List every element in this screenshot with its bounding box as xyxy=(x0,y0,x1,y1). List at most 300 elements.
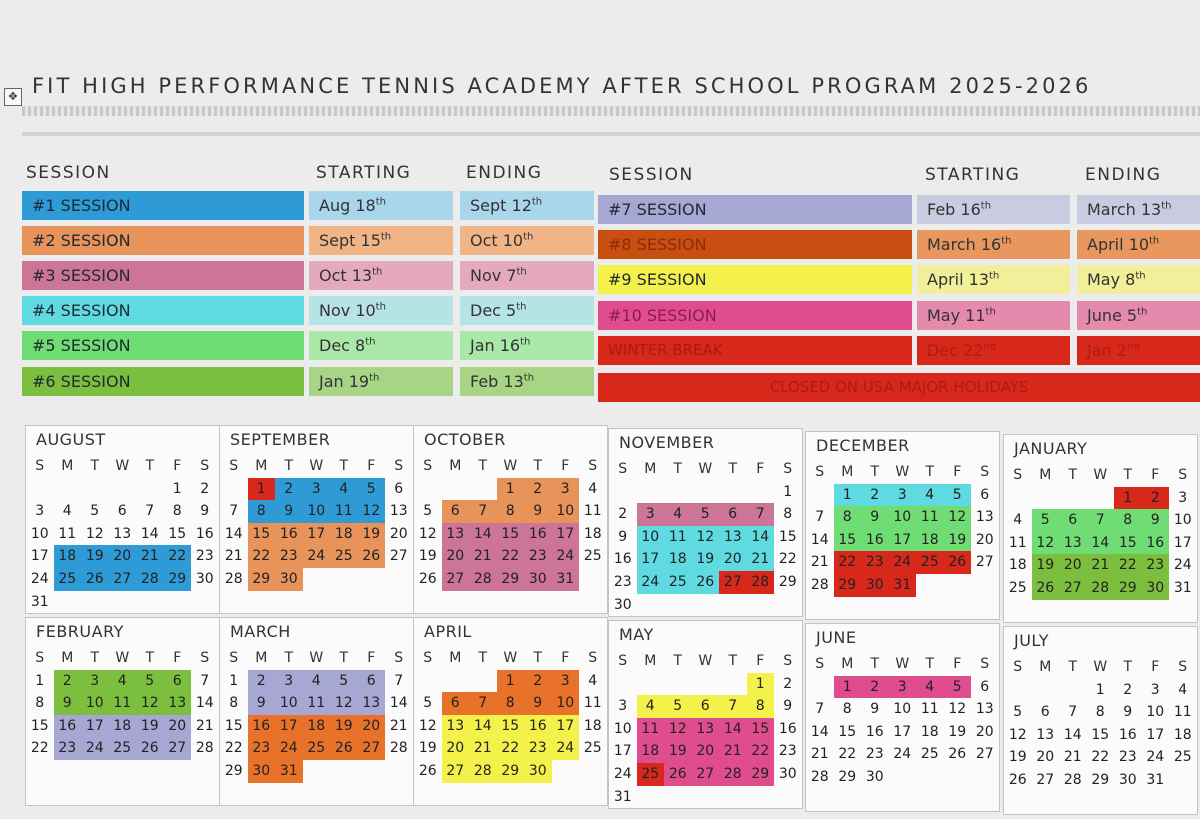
session-9-end xyxy=(1077,265,1200,294)
session-5-start xyxy=(309,331,453,360)
weekday-header: S xyxy=(394,458,404,474)
day-cell: 25 xyxy=(1008,579,1027,596)
session-2-name-text: #2 SESSION xyxy=(32,231,131,250)
day-cell: 26 xyxy=(330,737,358,760)
day-cell: 23 xyxy=(861,551,889,574)
day-cell: 27 xyxy=(975,746,994,763)
day-cell: 1 xyxy=(1095,681,1105,698)
day-cell: 21 xyxy=(810,746,829,763)
weekday-header: T xyxy=(478,458,488,474)
day-cell: 26 xyxy=(136,737,164,760)
month-days-grid xyxy=(806,653,999,789)
day-cell: 2 xyxy=(1142,487,1170,510)
day-cell: 23 xyxy=(524,545,552,568)
empty-day xyxy=(637,481,665,504)
day-cell: 4 xyxy=(916,676,944,699)
day-cell: 24 xyxy=(889,551,917,574)
empty-day xyxy=(1004,679,1032,702)
day-cell: 20 xyxy=(1059,554,1087,577)
day-cell: 29 xyxy=(838,768,857,785)
weekday-header: W xyxy=(309,650,324,666)
session-3-name xyxy=(22,261,304,290)
day-cell: 17 xyxy=(893,723,912,740)
day-cell: 20 xyxy=(389,525,408,542)
weekday-header: T xyxy=(145,458,155,474)
day-cell: 12 xyxy=(944,506,972,529)
day-cell: 19 xyxy=(330,715,358,738)
month-days-grid xyxy=(1004,464,1197,600)
day-cell: 22 xyxy=(1091,749,1110,766)
day-cell: 18 xyxy=(664,548,692,571)
day-cell: 2 xyxy=(54,670,82,693)
weekday-header: T xyxy=(870,656,880,672)
day-cell: 28 xyxy=(195,740,214,757)
day-cell: 16 xyxy=(613,551,632,568)
day-cell: 4 xyxy=(330,478,358,501)
day-cell: 30 xyxy=(865,768,884,785)
day-cell: 25 xyxy=(109,737,137,760)
weekday-header: S xyxy=(1013,659,1023,675)
day-cell: 14 xyxy=(389,695,408,712)
empty-day xyxy=(220,478,248,501)
day-cell: 3 xyxy=(35,503,45,520)
weekday-header: M xyxy=(1039,659,1052,675)
day-cell: 15 xyxy=(248,523,276,546)
day-cell: 20 xyxy=(358,715,386,738)
day-cell: 22 xyxy=(1114,554,1142,577)
day-cell: 15 xyxy=(497,523,525,546)
day-cell: 21 xyxy=(1063,749,1082,766)
weekday-header: T xyxy=(1123,659,1133,675)
day-cell: 17 xyxy=(613,743,632,760)
weekday-header: M xyxy=(644,653,657,669)
day-cell: 24 xyxy=(81,737,109,760)
day-cell: 5 xyxy=(358,478,386,501)
day-cell: 12 xyxy=(1008,726,1027,743)
day-cell: 15 xyxy=(778,528,797,545)
day-cell: 3 xyxy=(1178,489,1188,506)
session-3-end-suffix: th xyxy=(516,266,527,278)
day-cell: 6 xyxy=(980,678,990,695)
day-cell: 15 xyxy=(1114,532,1142,555)
day-cell: 12 xyxy=(664,718,692,741)
weekday-header: M xyxy=(449,458,462,474)
day-cell: 3 xyxy=(81,670,109,693)
day-cell: 27 xyxy=(164,737,192,760)
day-cell: 18 xyxy=(637,740,665,763)
day-cell: 25 xyxy=(664,571,692,594)
day-cell: 15 xyxy=(834,529,862,552)
session-2-start xyxy=(309,226,453,255)
day-cell: 12 xyxy=(358,500,386,523)
session-10-name-text: #10 SESSION xyxy=(608,306,717,325)
day-cell: 12 xyxy=(948,701,967,718)
day-cell: 18 xyxy=(920,723,939,740)
day-cell: 5 xyxy=(423,503,433,520)
weekday-header: T xyxy=(1123,467,1133,483)
weekday-header: S xyxy=(35,458,45,474)
month-name: MAY xyxy=(619,625,654,644)
month-november xyxy=(608,428,803,617)
day-cell: 1 xyxy=(172,480,182,497)
day-cell: 2 xyxy=(200,480,210,497)
day-cell: 9 xyxy=(275,500,303,523)
session-8-end-suffix: th xyxy=(1149,235,1160,247)
day-cell: 16 xyxy=(778,720,797,737)
day-cell: 24 xyxy=(552,545,580,568)
day-cell: 26 xyxy=(418,570,437,587)
weekday-header: W xyxy=(503,650,518,666)
day-cell: 21 xyxy=(469,545,497,568)
day-cell: 22 xyxy=(30,740,49,757)
session-9-end-text: May 8 xyxy=(1087,270,1136,289)
day-cell: 26 xyxy=(692,571,720,594)
day-cell: 22 xyxy=(834,551,862,574)
day-cell: 25 xyxy=(1173,749,1192,766)
title-divider xyxy=(22,106,1200,116)
empty-day xyxy=(81,478,109,501)
day-cell: 12 xyxy=(330,692,358,715)
day-cell: 11 xyxy=(637,718,665,741)
weekday-header: S xyxy=(815,464,825,480)
month-days-grid xyxy=(1004,656,1197,792)
weekday-header: S xyxy=(423,458,433,474)
day-cell: 4 xyxy=(109,670,137,693)
day-cell: 19 xyxy=(136,715,164,738)
day-cell: 19 xyxy=(944,529,972,552)
session-6-end-text: Feb 13 xyxy=(470,372,524,391)
day-cell: 9 xyxy=(54,692,82,715)
day-cell: 7 xyxy=(1087,509,1115,532)
day-cell: 27 xyxy=(442,760,470,783)
day-cell: 24 xyxy=(552,737,580,760)
session-6-start xyxy=(309,367,453,396)
day-cell: 9 xyxy=(618,528,628,545)
session-7-name xyxy=(598,195,912,224)
day-cell: 18 xyxy=(109,715,137,738)
day-cell: 19 xyxy=(948,723,967,740)
month-days-grid xyxy=(609,458,802,616)
day-cell: 13 xyxy=(164,692,192,715)
day-cell: 11 xyxy=(109,692,137,715)
day-cell: 6 xyxy=(442,692,470,715)
session-7-start xyxy=(917,195,1070,224)
day-cell: 4 xyxy=(664,503,692,526)
day-cell: 16 xyxy=(54,715,82,738)
day-cell: 28 xyxy=(469,760,497,783)
session-8-start-suffix: th xyxy=(1001,235,1012,247)
weekday-header: M xyxy=(255,650,268,666)
session-4-end-suffix: th xyxy=(516,301,527,313)
month-name: OCTOBER xyxy=(424,430,506,449)
weekday-header: S xyxy=(815,656,825,672)
day-cell: 18 xyxy=(1173,726,1192,743)
day-cell: 26 xyxy=(944,551,972,574)
day-cell: 5 xyxy=(1032,509,1060,532)
weekday-header: M xyxy=(255,458,268,474)
weekday-header: W xyxy=(503,458,518,474)
day-cell: 3 xyxy=(275,670,303,693)
day-cell: 13 xyxy=(1036,726,1055,743)
day-cell: 3 xyxy=(637,503,665,526)
day-cell: 19 xyxy=(81,545,109,568)
session-10-end xyxy=(1077,301,1200,330)
weekday-header: M xyxy=(644,461,657,477)
weekday-header: M xyxy=(1039,467,1052,483)
day-cell: 15 xyxy=(168,525,187,542)
session-2-end-suffix: th xyxy=(523,231,534,243)
session-1-end-suffix: th xyxy=(531,196,543,208)
day-cell: 11 xyxy=(664,526,692,549)
session-8-start xyxy=(917,230,1070,259)
day-cell: 12 xyxy=(85,525,104,542)
day-cell: 28 xyxy=(810,576,829,593)
weekday-header: S xyxy=(1178,467,1188,483)
day-cell: 13 xyxy=(692,718,720,741)
empty-day xyxy=(692,673,720,696)
day-cell: 27 xyxy=(109,568,137,591)
session-11-end-suffix: nd xyxy=(1126,341,1140,353)
day-cell: 4 xyxy=(1178,681,1188,698)
session-11-start-suffix: nd xyxy=(983,341,997,353)
weekday-header: W xyxy=(115,458,130,474)
day-cell: 26 xyxy=(948,746,967,763)
weekday-header: M xyxy=(841,656,854,672)
day-cell: 6 xyxy=(1040,704,1050,721)
weekday-header: T xyxy=(90,650,100,666)
day-cell: 22 xyxy=(497,737,525,760)
day-cell: 4 xyxy=(303,670,331,693)
day-cell: 30 xyxy=(248,760,276,783)
day-cell: 12 xyxy=(136,692,164,715)
weekday-header: F xyxy=(1151,467,1160,483)
session-5-end-text: Jan 16 xyxy=(470,336,521,355)
day-cell: 13 xyxy=(442,523,470,546)
day-cell: 27 xyxy=(719,571,747,594)
day-cell: 7 xyxy=(815,509,825,526)
weekday-header: T xyxy=(925,464,935,480)
day-cell: 28 xyxy=(224,570,243,587)
day-cell: 3 xyxy=(1150,681,1160,698)
day-cell: 6 xyxy=(164,670,192,693)
day-cell: 5 xyxy=(136,670,164,693)
day-cell: 14 xyxy=(469,523,497,546)
day-cell: 30 xyxy=(1118,771,1137,788)
session-10-name xyxy=(598,301,912,330)
month-days-grid xyxy=(414,455,607,591)
day-cell: 29 xyxy=(497,760,525,783)
day-cell: 21 xyxy=(389,717,408,734)
day-cell: 21 xyxy=(747,548,775,571)
empty-day xyxy=(1004,487,1032,510)
session-9-name-text: #9 SESSION xyxy=(608,270,707,289)
day-cell: 24 xyxy=(30,570,49,587)
day-cell: 7 xyxy=(815,701,825,718)
day-cell: 16 xyxy=(275,523,303,546)
weekday-header: T xyxy=(870,464,880,480)
weekday-header: M xyxy=(61,650,74,666)
weekday-header: S xyxy=(229,458,239,474)
day-cell: 11 xyxy=(1173,704,1192,721)
day-cell: 29 xyxy=(164,568,192,591)
session-8-end-text: April 10 xyxy=(1087,235,1150,254)
day-cell: 30 xyxy=(778,765,797,782)
day-cell: 21 xyxy=(719,740,747,763)
day-cell: 15 xyxy=(30,717,49,734)
month-name: DECEMBER xyxy=(816,436,910,455)
day-cell: 29 xyxy=(224,762,243,779)
day-cell: 24 xyxy=(303,545,331,568)
day-cell: 7 xyxy=(747,503,775,526)
day-cell: 26 xyxy=(1032,577,1060,600)
day-cell: 29 xyxy=(1091,771,1110,788)
day-cell: 10 xyxy=(1146,704,1165,721)
weekday-header: F xyxy=(756,653,765,669)
month-august xyxy=(25,425,220,614)
day-cell: 3 xyxy=(889,676,917,699)
header-starting-left: STARTING xyxy=(316,163,412,183)
empty-day xyxy=(1059,487,1087,510)
header-session-left: SESSION xyxy=(26,163,111,183)
day-cell: 7 xyxy=(469,500,497,523)
session-6-name-text: #6 SESSION xyxy=(32,372,131,391)
day-cell: 1 xyxy=(747,673,775,696)
weekday-header: T xyxy=(339,650,349,666)
empty-day xyxy=(806,484,834,507)
empty-day xyxy=(469,670,497,693)
session-4-end-text: Dec 5 xyxy=(470,301,517,320)
month-may xyxy=(608,620,803,809)
day-cell: 1 xyxy=(229,672,239,689)
day-cell: 7 xyxy=(145,503,155,520)
session-7-name-text: #7 SESSION xyxy=(608,200,707,219)
day-cell: 14 xyxy=(747,526,775,549)
day-cell: 2 xyxy=(1123,681,1133,698)
day-cell: 4 xyxy=(916,484,944,507)
day-cell: 24 xyxy=(613,765,632,782)
session-9-name xyxy=(598,265,912,294)
weekday-header: F xyxy=(953,656,962,672)
day-cell: 26 xyxy=(418,762,437,779)
session-10-end-text: June 5 xyxy=(1087,306,1138,325)
session-2-end xyxy=(460,226,594,255)
day-cell: 16 xyxy=(1118,726,1137,743)
day-cell: 14 xyxy=(469,715,497,738)
day-cell: 4 xyxy=(637,695,665,718)
day-cell: 20 xyxy=(109,545,137,568)
day-cell: 28 xyxy=(389,740,408,757)
weekday-header: T xyxy=(90,458,100,474)
weekday-header: M xyxy=(61,458,74,474)
day-cell: 24 xyxy=(275,737,303,760)
day-cell: 14 xyxy=(1087,532,1115,555)
day-cell: 8 xyxy=(35,695,45,712)
day-cell: 2 xyxy=(275,478,303,501)
month-december xyxy=(805,431,1000,620)
session-6-start-text: Jan 19 xyxy=(319,372,370,391)
day-cell: 22 xyxy=(747,740,775,763)
day-cell: 14 xyxy=(224,525,243,542)
day-cell: 25 xyxy=(916,551,944,574)
day-cell: 28 xyxy=(747,571,775,594)
session-5-name-text: #5 SESSION xyxy=(32,336,131,355)
weekday-header: F xyxy=(367,458,376,474)
day-cell: 19 xyxy=(418,740,437,757)
day-cell: 3 xyxy=(552,478,580,501)
day-cell: 25 xyxy=(330,545,358,568)
day-cell: 3 xyxy=(889,484,917,507)
month-name: MARCH xyxy=(230,622,291,641)
day-cell: 19 xyxy=(1008,749,1027,766)
day-cell: 23 xyxy=(865,746,884,763)
weekday-header: S xyxy=(200,650,210,666)
session-6-name xyxy=(22,367,304,396)
session-7-end-text: March 13 xyxy=(1087,200,1162,219)
day-cell: 26 xyxy=(664,763,692,786)
month-name: JANUARY xyxy=(1014,439,1088,458)
day-cell: 27 xyxy=(1059,577,1087,600)
session-4-start-suffix: th xyxy=(375,301,386,313)
session-1-start-suffix: th xyxy=(375,196,386,208)
day-cell: 1 xyxy=(834,676,862,699)
session-4-name xyxy=(22,296,304,325)
weekday-header: S xyxy=(200,458,210,474)
empty-day xyxy=(609,481,637,504)
session-11-end-text: Jan 2 xyxy=(1087,341,1127,360)
day-cell: 4 xyxy=(588,672,598,689)
day-cell: 3 xyxy=(303,478,331,501)
day-cell: 12 xyxy=(418,525,437,542)
weekday-header: W xyxy=(1093,467,1108,483)
weekday-header: T xyxy=(1068,659,1078,675)
move-handle-icon[interactable]: ✥ xyxy=(4,88,22,106)
day-cell: 28 xyxy=(810,768,829,785)
day-cell: 6 xyxy=(442,500,470,523)
weekday-header: T xyxy=(284,650,294,666)
session-2-start-text: Sept 15 xyxy=(319,231,381,250)
holiday-note: CLOSED ON USA MAJOR HOLIDAYS xyxy=(598,373,1200,402)
empty-day xyxy=(747,481,775,504)
session-9-end-suffix: th xyxy=(1135,270,1146,282)
day-cell: 18 xyxy=(303,715,331,738)
day-cell: 8 xyxy=(783,506,793,523)
day-cell: 31 xyxy=(1146,771,1165,788)
day-cell: 27 xyxy=(1036,771,1055,788)
month-days-grid xyxy=(414,647,607,783)
day-cell: 8 xyxy=(497,500,525,523)
session-3-end-text: Nov 7 xyxy=(470,266,517,285)
empty-day xyxy=(469,478,497,501)
day-cell: 2 xyxy=(524,478,552,501)
day-cell: 26 xyxy=(358,545,386,568)
session-5-end-suffix: th xyxy=(520,336,531,348)
day-cell: 14 xyxy=(1063,726,1082,743)
day-cell: 25 xyxy=(303,737,331,760)
session-8-end xyxy=(1077,230,1200,259)
day-cell: 6 xyxy=(980,486,990,503)
day-cell: 23 xyxy=(1118,749,1137,766)
month-january xyxy=(1003,434,1198,623)
day-cell: 1 xyxy=(834,484,862,507)
session-11-name-text: WINTER BREAK xyxy=(608,341,723,359)
session-11-start-text: Dec 22 xyxy=(927,341,984,360)
session-6-end-suffix: th xyxy=(523,372,535,384)
weekday-header: T xyxy=(284,458,294,474)
day-cell: 29 xyxy=(778,573,797,590)
day-cell: 16 xyxy=(195,525,214,542)
day-cell: 19 xyxy=(664,740,692,763)
weekday-header: T xyxy=(145,650,155,666)
